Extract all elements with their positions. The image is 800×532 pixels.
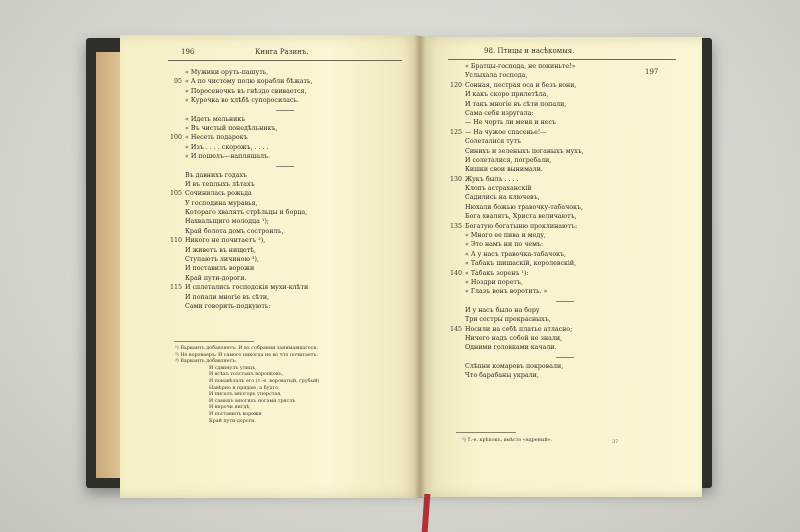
verse-text: Богатую богатыню проклинаютъ: bbox=[465, 222, 578, 230]
verse-line bbox=[448, 71, 678, 80]
line-number: 105 bbox=[169, 190, 182, 198]
verse-text: « Несеть подарокъ bbox=[185, 134, 248, 142]
footnote-line: И всѣхъ толстыхъ воронковъ, bbox=[209, 372, 284, 378]
verse-line bbox=[168, 143, 408, 152]
verse-line bbox=[448, 193, 678, 202]
verse-text: Что барабаны украли, bbox=[465, 372, 539, 380]
verse-line bbox=[448, 371, 678, 380]
footnote-line: ¹) Вариантъ добавляетъ: И въ собрании занимавшагося. bbox=[175, 346, 318, 351]
verse-line bbox=[168, 133, 408, 142]
verse-text: Котораго хвалятъ стрѣльцы и борца, bbox=[185, 209, 308, 217]
verse-line bbox=[448, 212, 678, 221]
line-number: 110 bbox=[169, 237, 182, 245]
verse-line bbox=[448, 203, 678, 212]
verse-line bbox=[168, 283, 408, 292]
verse-line bbox=[448, 343, 678, 352]
left-footnote-rule bbox=[174, 341, 254, 342]
verse-text: Въ давнихъ годахъ bbox=[185, 171, 248, 179]
line-number: 130 bbox=[449, 175, 462, 183]
verse-text: Нахвальщиго молодца ¹); bbox=[185, 218, 269, 226]
verse-line bbox=[448, 156, 678, 165]
line-number: 145 bbox=[449, 325, 462, 333]
verse-line bbox=[168, 96, 408, 105]
verse-text: Носили на себѣ платье атласно; bbox=[465, 325, 573, 333]
verse-line bbox=[448, 184, 678, 193]
footnote-line: ³) Вариантъ добавляетъ: bbox=[175, 359, 237, 365]
verse-line bbox=[168, 246, 408, 255]
verse-text: « Братцы-господа, не покиньте!» bbox=[465, 63, 576, 70]
verse-text: « Табакъ зоренъ ¹): bbox=[465, 269, 529, 277]
verse-line bbox=[448, 259, 678, 268]
right-footnote: ¹) Т.-е. крѣпокъ, вмѣсто «ядреный». bbox=[462, 438, 553, 443]
verse-text: Ничего надъ собой не знали, bbox=[465, 334, 563, 342]
verse-line bbox=[168, 180, 408, 189]
verse-text: Край пути-дороги. bbox=[185, 274, 247, 282]
footnote-line: И впрочи нигдѣ, bbox=[209, 405, 251, 411]
line-number: 120 bbox=[449, 81, 462, 89]
verse-line bbox=[448, 231, 678, 240]
verse-text: И живетъ въ нищетѣ, bbox=[185, 246, 257, 254]
verse-line bbox=[448, 315, 678, 324]
verse-line bbox=[168, 264, 408, 273]
verse-text: Ступаютъ личиною ³), bbox=[185, 256, 259, 264]
footnote-line: И понавѣлалъ его (т.-е. вороватый, грубый) bbox=[209, 378, 320, 384]
verse-text: « И пошелъ—напляшалъ. bbox=[185, 153, 270, 161]
line-number: 140 bbox=[449, 269, 462, 277]
verse-text: « Это намъ ни по чемъ: bbox=[465, 241, 544, 249]
right-footnote-rule bbox=[456, 432, 516, 433]
verse-line bbox=[168, 171, 408, 180]
verse-line bbox=[448, 334, 678, 343]
left-page-text bbox=[168, 68, 408, 311]
verse-line bbox=[168, 199, 408, 208]
verse-line bbox=[448, 222, 678, 231]
stanza-separator bbox=[556, 301, 574, 302]
right-page-number: 197 bbox=[645, 68, 659, 76]
verse-line bbox=[168, 236, 408, 245]
verse-line bbox=[448, 118, 678, 127]
left-header-rule bbox=[168, 60, 402, 61]
verse-line bbox=[448, 306, 678, 315]
verse-text: « Идеть мельникъ bbox=[185, 115, 246, 123]
verse-line bbox=[168, 152, 408, 161]
verse-line bbox=[448, 100, 678, 109]
verse-line bbox=[448, 128, 678, 137]
verse-text: « Поросеночкъ въ гнѣздо свивается, bbox=[185, 87, 307, 95]
verse-text: Край болота домъ состроилъ, bbox=[185, 227, 284, 235]
verse-line bbox=[168, 255, 408, 264]
footnote-line: И поставилъ ворожи bbox=[209, 411, 262, 417]
verse-line bbox=[168, 274, 408, 283]
verse-text: Кишки свои вынимали. bbox=[465, 166, 543, 174]
verse-text: И попали многіе въ сѣти, bbox=[185, 293, 270, 301]
signature-mark: 37 bbox=[612, 439, 619, 445]
verse-text: Услыхала господа, bbox=[465, 72, 528, 80]
line-number: 115 bbox=[169, 284, 182, 292]
stanza-separator bbox=[276, 166, 294, 167]
verse-text: « Изъ . . . . скорожъ, . . . . bbox=[185, 143, 269, 151]
footnote-line: ²) Не вороваеръ: И самого никогда не во что почитаетъ. bbox=[175, 352, 318, 358]
verse-line bbox=[448, 278, 678, 287]
footnote-line: И писалъ многоръ уперстая, bbox=[209, 392, 282, 398]
footnote-line: И самыхъ многихъ ногами тряслъ bbox=[209, 398, 296, 404]
verse-line bbox=[448, 109, 678, 118]
right-running-head: 98. Птицы и насѣкомыя. bbox=[484, 47, 575, 55]
book-gutter bbox=[414, 36, 426, 498]
verse-text: Сама себя изругала: bbox=[465, 109, 534, 117]
verse-text: Одними головками качали. bbox=[465, 344, 557, 352]
footnote-line: И сдвинулъ улицъ, bbox=[209, 365, 257, 371]
verse-text: И въ теплыхъ лѣтахъ bbox=[185, 180, 255, 188]
verse-line bbox=[448, 325, 678, 334]
verse-text: Три сестры прекрасныхъ, bbox=[465, 316, 551, 324]
verse-text: Сочинилась рожьда bbox=[185, 190, 252, 198]
verse-text: Слѣпни комаровъ покровали, bbox=[465, 362, 564, 370]
verse-line bbox=[448, 62, 678, 71]
right-header-rule bbox=[448, 59, 676, 60]
verse-text: Сонная, пестрая оса и безъ вони, bbox=[465, 81, 577, 89]
verse-line bbox=[448, 362, 678, 371]
verse-line bbox=[448, 147, 678, 156]
verse-line bbox=[448, 90, 678, 99]
verse-line bbox=[448, 81, 678, 90]
verse-text: И солеталися, погребали, bbox=[465, 156, 552, 164]
verse-line bbox=[448, 287, 678, 296]
verse-text: « Въ чистый понедѣльникъ, bbox=[185, 124, 278, 132]
verse-text: « Глазъ вонъ воротить. » bbox=[465, 288, 548, 296]
verse-text: И у насъ было на бору bbox=[465, 306, 540, 314]
verse-text: Жукъ былъ . . . . bbox=[465, 175, 519, 183]
verse-text: — На чужое спасенье!— bbox=[465, 128, 547, 136]
stanza-separator bbox=[276, 110, 294, 111]
verse-line bbox=[168, 208, 408, 217]
verse-text: « Курочка во хлѣбѣ супоросилась. bbox=[185, 97, 299, 105]
left-page-number: 196 bbox=[181, 48, 195, 56]
verse-line bbox=[448, 269, 678, 278]
verse-text: « Много ее пива и меду, bbox=[465, 232, 546, 240]
verse-line bbox=[168, 68, 408, 77]
verse-line bbox=[168, 302, 408, 311]
verse-text: И поставилъ ворожи bbox=[185, 265, 255, 273]
verse-line bbox=[168, 189, 408, 198]
verse-text: « А по чистому полю корабли бѣжать, bbox=[185, 78, 313, 86]
verse-text: Клопъ астраханскій bbox=[465, 185, 532, 193]
verse-text: « Ноздри поретъ, bbox=[465, 278, 523, 286]
verse-line bbox=[448, 240, 678, 249]
footnote-line: Край пути-дороги. bbox=[209, 418, 256, 424]
verse-line bbox=[448, 175, 678, 184]
verse-text: Солеталися тутъ bbox=[465, 138, 521, 146]
verse-line bbox=[168, 115, 408, 124]
verse-text: И такъ многіе въ сѣти попали, bbox=[465, 100, 567, 108]
verse-line bbox=[168, 293, 408, 302]
line-number: 135 bbox=[449, 222, 462, 230]
verse-text: Синихъ и зеленыхъ поганыхъ мухъ, bbox=[465, 147, 584, 155]
verse-text: « А у насъ травочка-табачокъ, bbox=[465, 250, 567, 258]
verse-text: Нюхали божью травочку-табачокъ, bbox=[465, 203, 583, 211]
verse-text: И сплетались господскія мухи-клѣти bbox=[185, 284, 309, 292]
line-number: 95 bbox=[173, 78, 182, 86]
verse-text: Никого не почитаетъ ²), bbox=[185, 237, 266, 245]
left-footnotes bbox=[175, 346, 405, 425]
verse-line bbox=[448, 165, 678, 174]
verse-text: — Не чорть ли меня и несъ bbox=[465, 119, 557, 127]
verse-text: Садились на ключевъ, bbox=[465, 194, 540, 202]
right-page-text bbox=[448, 62, 678, 381]
left-running-head: Книга Разинъ. bbox=[255, 48, 309, 56]
line-number: 125 bbox=[449, 128, 462, 136]
verse-text: « Мужики оруть-пашуть, bbox=[185, 69, 269, 76]
verse-line bbox=[168, 227, 408, 236]
verse-text: И какъ скоро прилетѣла, bbox=[465, 91, 549, 99]
verse-line bbox=[168, 217, 408, 226]
verse-text: У господина муравья, bbox=[185, 199, 258, 207]
line-number: 100 bbox=[169, 134, 182, 142]
verse-line bbox=[168, 77, 408, 86]
verse-text: Бога хвалятъ, Христа величаютъ, bbox=[465, 213, 577, 221]
verse-line bbox=[448, 137, 678, 146]
verse-line bbox=[448, 250, 678, 259]
verse-line bbox=[168, 124, 408, 133]
stanza-separator bbox=[556, 357, 574, 358]
verse-line bbox=[168, 87, 408, 96]
footnote-line: Навѣрно и прядаю, а будто, bbox=[209, 385, 280, 391]
verse-text: « Табакъ шишаскій, королевскій, bbox=[465, 260, 577, 268]
verse-text: Сами говорить-подкують: bbox=[185, 302, 271, 310]
